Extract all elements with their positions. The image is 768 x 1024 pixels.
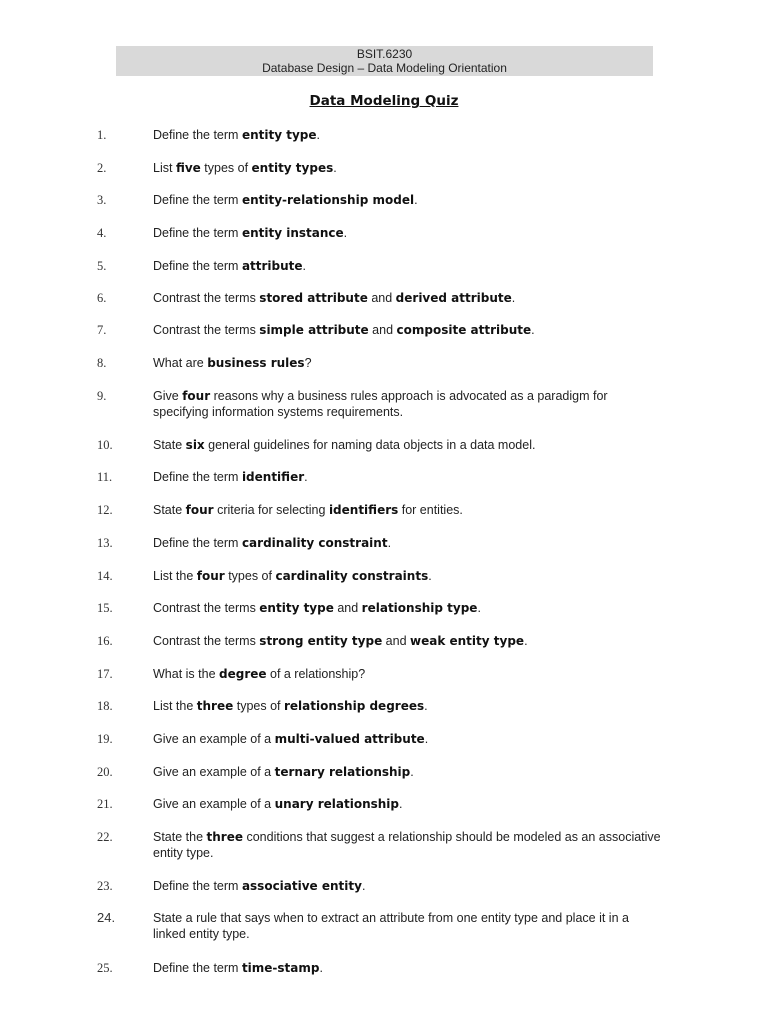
- key-term: four: [196, 569, 225, 583]
- key-term: relationship type: [361, 601, 478, 615]
- question-text: State six general guidelines for naming data objects in a data model.: [153, 438, 536, 452]
- question-number: 18.: [97, 699, 113, 713]
- key-term: identifiers: [328, 503, 399, 517]
- question-text: List the four types of cardinality constraints.: [153, 569, 432, 583]
- key-term: composite attribute: [396, 323, 532, 337]
- key-term: cardinality constraint: [241, 536, 388, 550]
- key-term: identifier: [241, 470, 305, 484]
- question-number: 9.: [97, 389, 107, 403]
- key-term: stored attribute: [259, 291, 368, 305]
- question-number: 4.: [97, 226, 107, 240]
- question-number: 15.: [97, 601, 113, 615]
- key-term: entity instance: [241, 226, 344, 240]
- question-number: 23.: [97, 879, 113, 893]
- question-text: Define the term time-stamp.: [153, 961, 323, 975]
- key-term: entity type: [241, 128, 317, 142]
- question-number: 8.: [97, 356, 107, 370]
- key-term: business rules: [207, 356, 305, 370]
- question-text: Give an example of a unary relationship.: [153, 797, 403, 811]
- question-number: 12.: [97, 503, 113, 517]
- question-text: Contrast the terms simple attribute and composite attribute.: [153, 323, 535, 337]
- question-text: Give four reasons why a business rules approach is advocated as a paradigm for specifying information systems requirements.: [153, 389, 608, 419]
- question-text: Define the term attribute.: [153, 259, 307, 273]
- key-term: simple attribute: [259, 323, 369, 337]
- question-number: 14.: [97, 569, 113, 583]
- question-text: Define the term entity instance.: [153, 226, 348, 240]
- key-term: six: [185, 438, 205, 452]
- key-term: time-stamp: [241, 961, 320, 975]
- question-text: Contrast the terms stored attribute and derived attribute.: [153, 291, 516, 305]
- course-header-bar: [116, 46, 653, 76]
- key-term: weak entity type: [410, 634, 525, 648]
- key-term: associative entity: [241, 879, 362, 893]
- question-text: List the three types of relationship degrees.: [153, 699, 428, 713]
- question-text: What is the degree of a relationship?: [153, 667, 366, 681]
- question-number: 19.: [97, 732, 113, 746]
- question-number: 22.: [97, 830, 113, 844]
- question-text: State four criteria for selecting identifiers for entities.: [153, 503, 463, 517]
- key-term: four: [182, 389, 211, 403]
- question-number: 1.: [97, 128, 107, 142]
- question-text: Contrast the terms entity type and relationship type.: [153, 601, 481, 615]
- key-term: derived attribute: [395, 291, 512, 305]
- question-text: Define the term identifier.: [153, 470, 308, 484]
- question-text: Define the term entity type.: [153, 128, 320, 142]
- question-number: 3.: [97, 193, 107, 207]
- key-term: strong entity type: [259, 634, 383, 648]
- question-number: 21.: [97, 797, 113, 811]
- key-term: relationship degrees: [284, 699, 425, 713]
- key-term: entity types: [251, 161, 334, 175]
- question-text: Contrast the terms strong entity type and weak entity type.: [153, 634, 528, 648]
- key-term: multi-valued attribute: [274, 732, 425, 746]
- question-number: 16.: [97, 634, 113, 648]
- key-term: four: [185, 503, 214, 517]
- question-number: 24.: [97, 910, 116, 925]
- question-text: What are business rules?: [153, 356, 312, 370]
- question-text: State a rule that says when to extract an attribute from one entity type and place it in a linked entity type.: [153, 911, 629, 941]
- key-term: entity type: [259, 601, 334, 615]
- key-term: five: [175, 161, 201, 175]
- question-text: Define the term associative entity.: [153, 879, 366, 893]
- question-number: 25.: [97, 961, 113, 975]
- key-term: degree: [219, 667, 267, 681]
- key-term: three: [206, 830, 243, 844]
- question-text: Define the term entity-relationship model.: [153, 193, 418, 207]
- question-number: 11.: [97, 470, 113, 484]
- question-number: 7.: [97, 323, 107, 337]
- key-term: unary relationship: [274, 797, 400, 811]
- question-number: 2.: [97, 161, 107, 175]
- question-text: Define the term cardinality constraint.: [153, 536, 392, 550]
- question-number: 17.: [97, 667, 113, 681]
- key-term: cardinality constraints: [275, 569, 429, 583]
- page-title: Data Modeling Quiz: [309, 93, 459, 109]
- key-term: entity-relationship model: [241, 193, 415, 207]
- question-number: 6.: [97, 291, 107, 305]
- question-number: 5.: [97, 259, 107, 273]
- question-text: State the three conditions that suggest a relationship should be modeled as an associative entity type.: [153, 830, 661, 860]
- question-number: 20.: [97, 765, 113, 779]
- course-code: BSIT.6230: [356, 47, 413, 61]
- course-title: Database Design – Data Modeling Orientation: [262, 61, 507, 75]
- question-text: Give an example of a multi-valued attribute.: [153, 732, 429, 746]
- key-term: attribute: [241, 259, 303, 273]
- question-text: Give an example of a ternary relationship.: [153, 765, 414, 779]
- question-text: List five types of entity types.: [153, 161, 337, 175]
- key-term: three: [196, 699, 234, 713]
- question-number: 10.: [97, 438, 113, 452]
- key-term: ternary relationship: [274, 765, 411, 779]
- question-number: 13.: [97, 536, 113, 550]
